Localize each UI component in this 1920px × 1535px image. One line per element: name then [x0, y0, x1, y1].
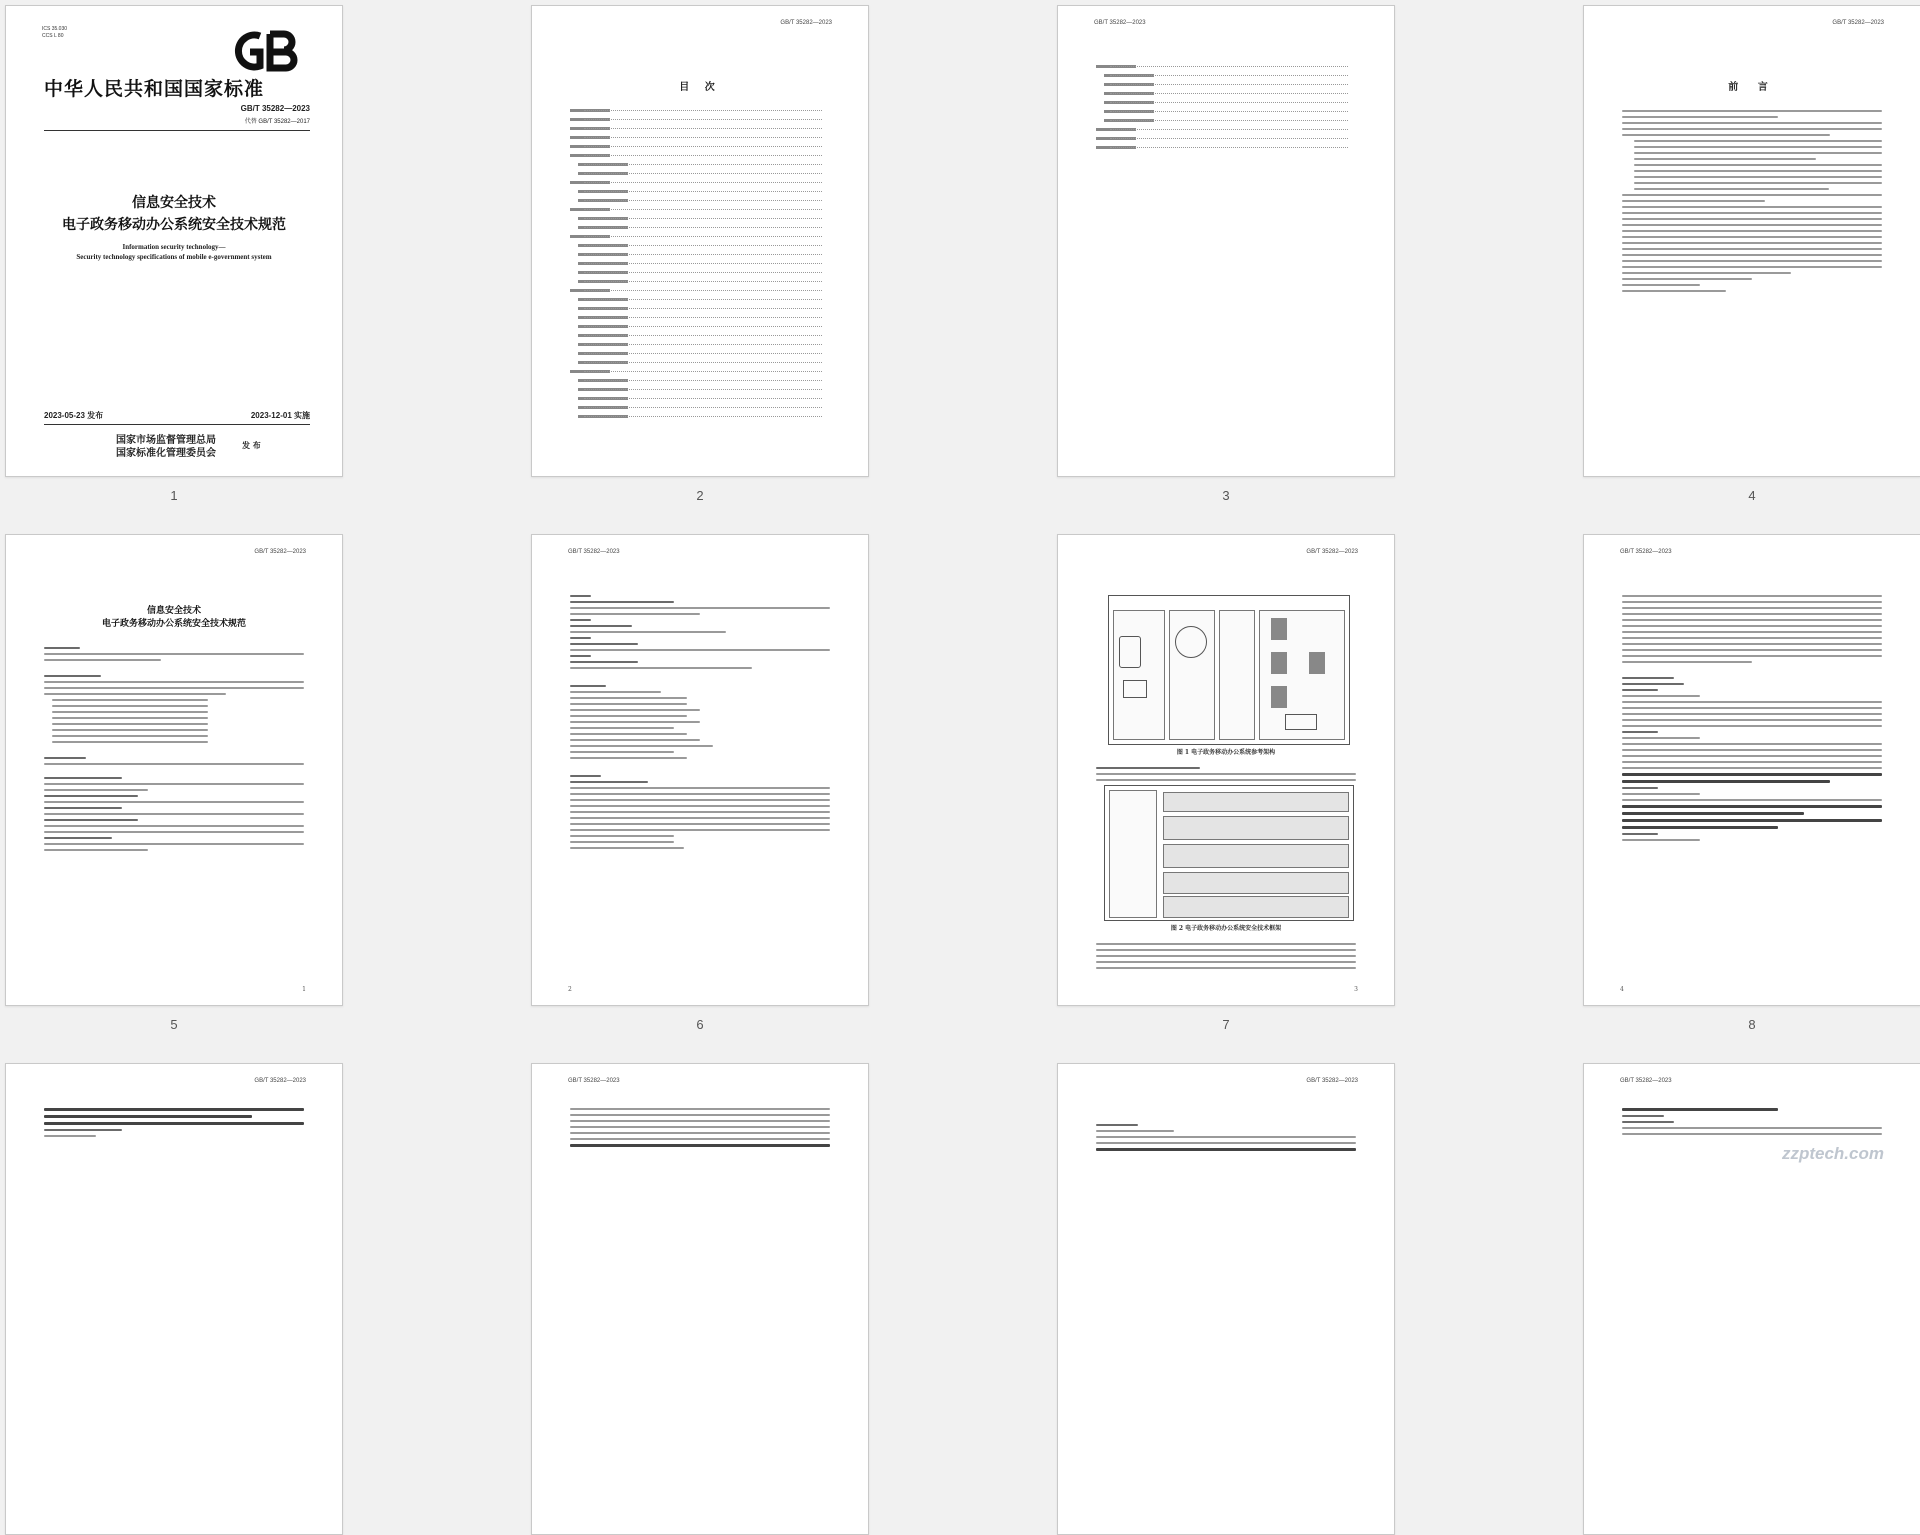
implementation-date: 2023-12-01 实施	[250, 411, 310, 420]
page-number-label: 8	[1748, 1017, 1756, 1032]
page-thumbnail-10[interactable]	[531, 1063, 869, 1535]
page-thumbnail-1[interactable]	[5, 5, 343, 477]
cover-classification: ICS 35.030 CCS L 80	[42, 26, 68, 39]
gb-logo-icon	[230, 28, 302, 74]
figure-1-caption: 图 1 电子政务移动办公系统参考架构	[1176, 749, 1276, 756]
toc-title: 目 次	[679, 82, 721, 93]
page-number-label: 4	[1748, 488, 1756, 503]
page-body-tail	[1096, 939, 1356, 973]
release-date: 2023-05-23 发布	[44, 411, 104, 420]
page-thumbnail-7[interactable]	[1057, 534, 1395, 1006]
page-number-label: 7	[1222, 1017, 1230, 1032]
page-body	[1622, 591, 1882, 845]
cover-bottom-rule	[44, 424, 310, 425]
page-header: GB/T 35282—2023	[254, 1078, 306, 1084]
page-footer-number: 1	[302, 986, 306, 993]
page-thumbnail-8[interactable]	[1583, 534, 1920, 1006]
page-thumbnail-11[interactable]	[1057, 1063, 1395, 1535]
page-thumbnail-4[interactable]	[1583, 5, 1920, 477]
cover-english-title: Information security technology— Security technology specifications of mobile e-government system	[76, 243, 272, 261]
page-number-label: 2	[696, 488, 704, 503]
page-header: GB/T 35282—2023	[568, 1078, 620, 1084]
toc-entries	[570, 106, 830, 421]
cover-rule	[44, 130, 310, 131]
page-number-label: 5	[170, 1017, 178, 1032]
page-thumbnail-9[interactable]	[5, 1063, 343, 1535]
page-number-label: 1	[170, 488, 178, 503]
page-thumbnail-6[interactable]	[531, 534, 869, 1006]
page-title: 信息安全技术 电子政务移动办公系统安全技术规范	[101, 606, 246, 629]
page-thumbnail-5[interactable]	[5, 534, 343, 1006]
page-header: GB/T 35282—2023	[1094, 20, 1146, 26]
page-header: GB/T 35282—2023	[1306, 1078, 1358, 1084]
foreword-title: 前 言	[1728, 82, 1776, 93]
page-body	[44, 643, 304, 855]
toc-entries	[1096, 62, 1356, 152]
framework-diagram	[1104, 785, 1354, 921]
watermark-text: zzptech.com	[1781, 1144, 1884, 1163]
page-header: GB/T 35282—2023	[1832, 20, 1884, 26]
publish-label: 发 布	[242, 440, 261, 450]
publisher: 国家市场监督管理总局 国家标准化管理委员会	[116, 435, 216, 459]
architecture-diagram	[1108, 595, 1350, 745]
page-header: GB/T 35282—2023	[1306, 549, 1358, 555]
page-footer-number: 2	[568, 986, 572, 993]
page-thumbnail-12[interactable]	[1583, 1063, 1920, 1535]
page-header: GB/T 35282—2023	[1620, 549, 1672, 555]
cover-title: 信息安全技术 电子政务移动办公系统安全技术规范	[62, 195, 286, 233]
page-number-label: 3	[1222, 488, 1230, 503]
page-header: GB/T 35282—2023	[254, 549, 306, 555]
page-thumbnail-3[interactable]	[1057, 5, 1395, 477]
page-body	[1096, 763, 1356, 785]
standard-code: GB/T 35282—2023	[240, 104, 310, 113]
page-body	[570, 591, 830, 853]
page-header: GB/T 35282—2023	[780, 20, 832, 26]
foreword-body	[1622, 106, 1882, 296]
page-header: GB/T 35282—2023	[568, 549, 620, 555]
page-footer-number: 4	[1620, 986, 1624, 993]
page-footer-number: 3	[1354, 986, 1358, 993]
page-thumbnail-2[interactable]	[531, 5, 869, 477]
page-number-label: 6	[696, 1017, 704, 1032]
replaces-code: 代替 GB/T 35282—2017	[244, 119, 310, 125]
standard-name: 中华人民共和国国家标准	[44, 78, 265, 100]
page-header: GB/T 35282—2023	[1620, 1078, 1672, 1084]
figure-2-caption: 图 2 电子政务移动办公系统安全技术框架	[1170, 925, 1282, 932]
